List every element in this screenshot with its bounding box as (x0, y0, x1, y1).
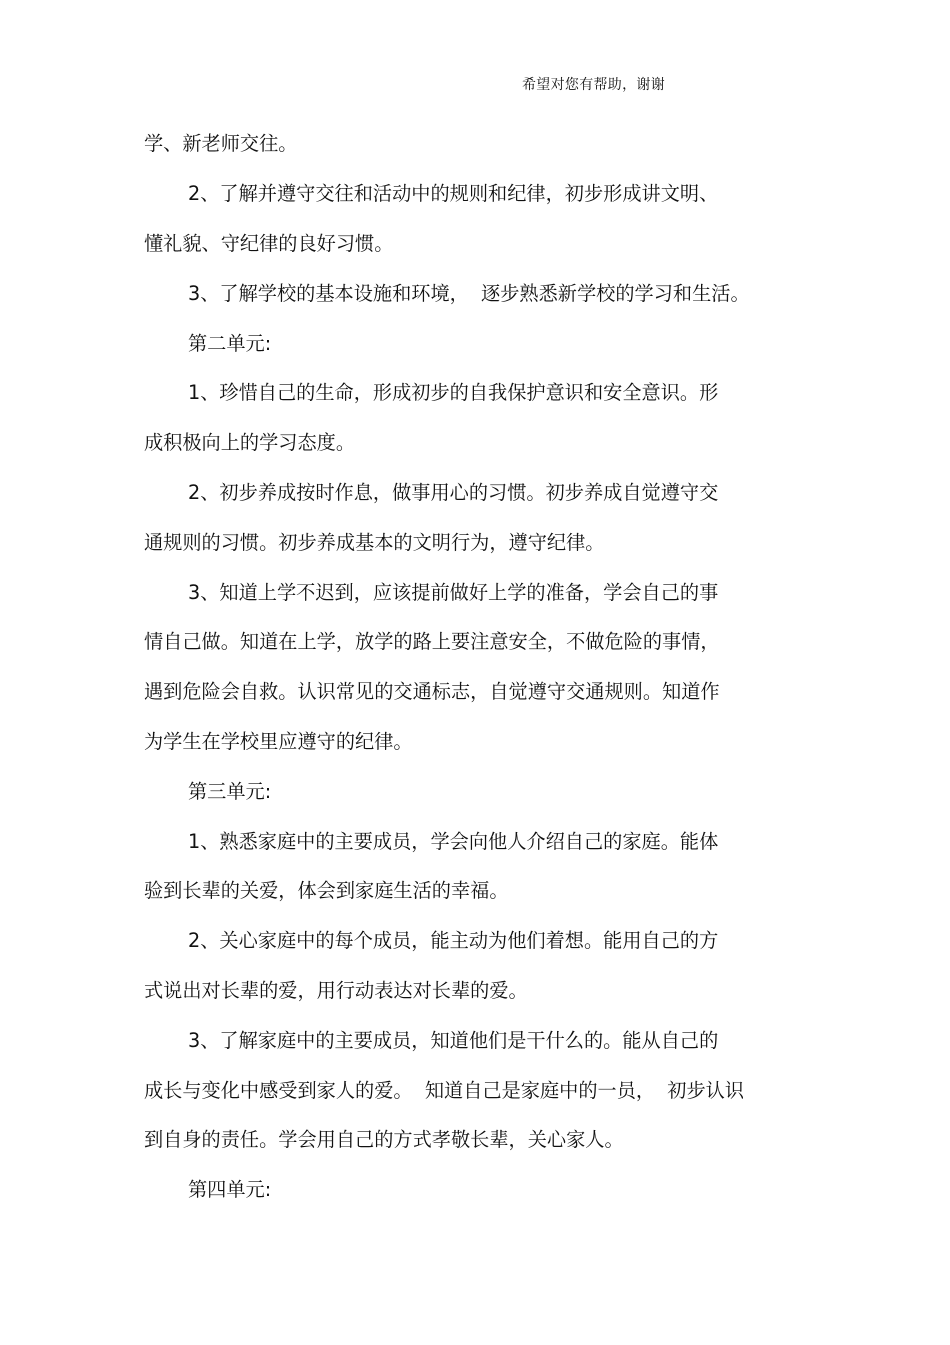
text-line: 通规则的习惯。初步养成基本的文明行为，遵守纪律。 (144, 531, 605, 554)
text-line: 懂礼貌、守纪律的良好习惯。 (144, 232, 394, 255)
text-line: 3、了解家庭中的主要成员，知道他们是干什么的。能从自己的 (188, 1029, 719, 1052)
text-line: 情自己做。知道在上学，放学的路上要注意安全，不做危险的事情， (144, 630, 720, 653)
text-line: 到自身的责任。学会用自己的方式孝敬长辈，关心家人。 (144, 1128, 624, 1151)
text-line: 1、珍惜自己的生命，形成初步的自我保护意识和安全意识。形 (188, 381, 719, 404)
text-line: 遇到危险会自救。认识常见的交通标志，自觉遵守交通规则。知道作 (144, 680, 720, 703)
page-header-note: 希望对您有帮助，谢谢 (522, 77, 665, 93)
text-line: 成长与变化中感受到家人的爱。 知道自己是家庭中的一员， 初步认识 (144, 1079, 745, 1102)
text-line: 为学生在学校里应遵守的纪律。 (144, 730, 413, 753)
text-line: 验到长辈的关爱，体会到家庭生活的幸福。 (144, 879, 509, 902)
text-line: 2、了解并遵守交往和活动中的规则和纪律，初步形成讲文明、 (188, 182, 719, 205)
text-line: 1、熟悉家庭中的主要成员，学会向他人介绍自己的家庭。能体 (188, 830, 719, 853)
text-line: 2、关心家庭中的每个成员，能主动为他们着想。能用自己的方 (188, 929, 719, 952)
text-line: 3、知道上学不迟到，应该提前做好上学的准备，学会自己的事 (188, 581, 719, 604)
section-heading: 第二单元: (188, 332, 272, 355)
text-line: 式说出对长辈的爱，用行动表达对长辈的爱。 (144, 979, 528, 1002)
text-line: 3、了解学校的基本设施和环境， 逐步熟悉新学校的学习和生活。 (188, 282, 750, 305)
section-heading: 第三单元: (188, 780, 272, 803)
text-line: 2、初步养成按时作息，做事用心的习惯。初步养成自觉遵守交 (188, 481, 719, 504)
section-heading: 第四单元: (188, 1178, 272, 1201)
text-line: 成积极向上的学习态度。 (144, 431, 356, 454)
text-line: 学、新老师交往。 (144, 132, 298, 155)
